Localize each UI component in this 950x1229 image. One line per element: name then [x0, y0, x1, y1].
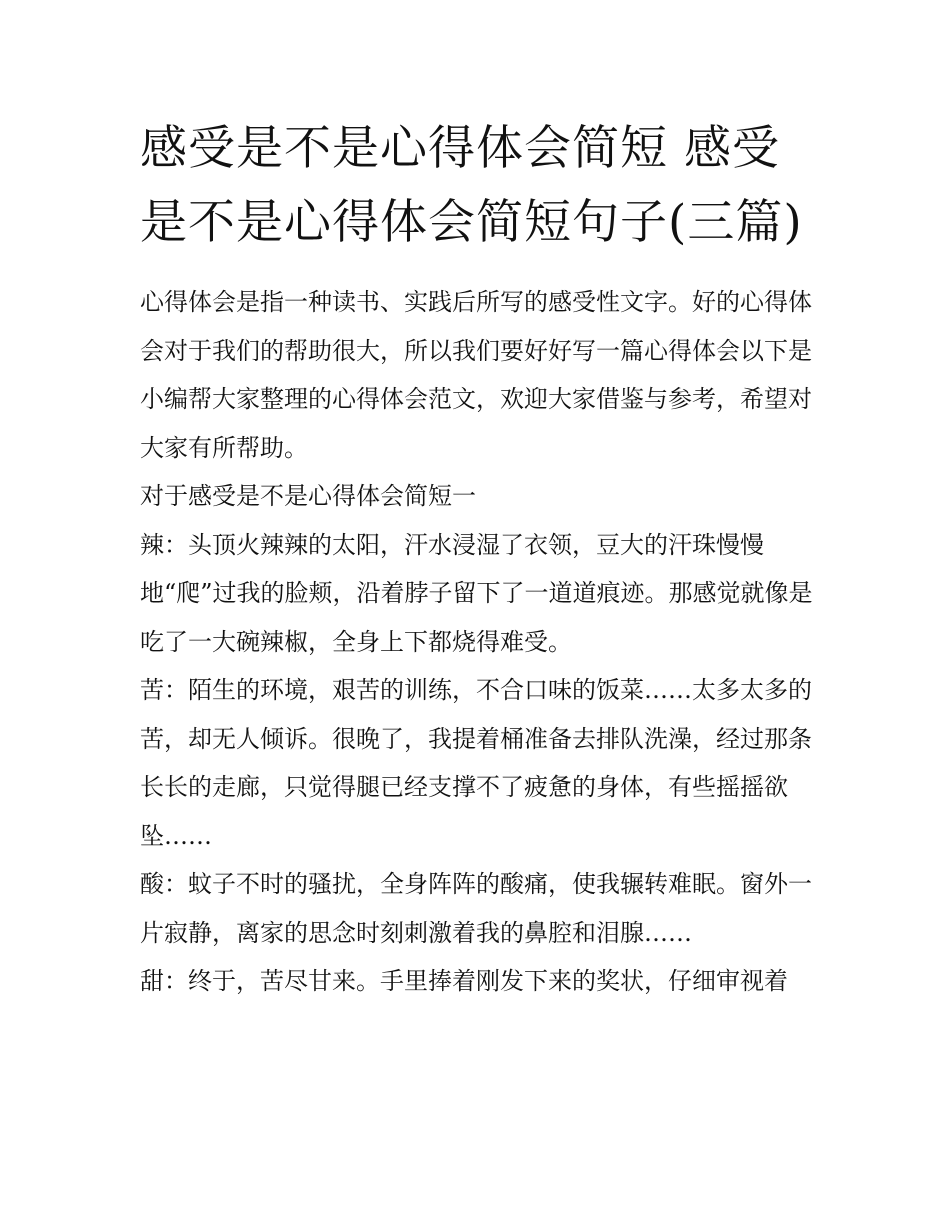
document-title: 感受是不是心得体会简短 感受是不是心得体会简短句子(三篇) — [140, 121, 803, 250]
paragraph-bitter: 苦：陌生的环境，艰苦的训练，不合口味的饭菜……太多太多的苦，却无人倾诉。很晚了，我提着桶准备去排队洗澡，经过那条长长的走廊，只觉得腿已经支撑不了疲惫的身体，有些摇摇欲坠…… — [140, 676, 812, 850]
document-body — [140, 278, 820, 1006]
section-heading: 对于感受是不是心得体会简短一 — [140, 482, 476, 510]
document-content — [140, 112, 820, 1006]
paragraph-sweet: 甜：终于，苦尽甘来。手里捧着刚发下来的奖状，仔细审视着 — [140, 967, 788, 995]
paragraph-sour: 酸：蚊子不时的骚扰，全身阵阵的酸痛，使我辗转难眠。窗外一片寂静，离家的思念时刻刺激着我的鼻腔和泪腺…… — [140, 870, 812, 947]
paragraph-spicy: 辣：头顶火辣辣的太阳，汗水浸湿了衣领，豆大的汗珠慢慢地“爬”过我的脸颊，沿着脖子留下了一道道痕迹。那感觉就像是吃了一大碗辣椒，全身上下都烧得难受。 — [140, 530, 813, 656]
intro-paragraph: 心得体会是指一种读书、实践后所写的感受性文字。好的心得体会对于我们的帮助很大，所以我们要好好写一篇心得体会以下是小编帮大家整理的心得体会范文，欢迎大家借鉴与参考，希望对大家有所帮助。 — [140, 288, 812, 462]
